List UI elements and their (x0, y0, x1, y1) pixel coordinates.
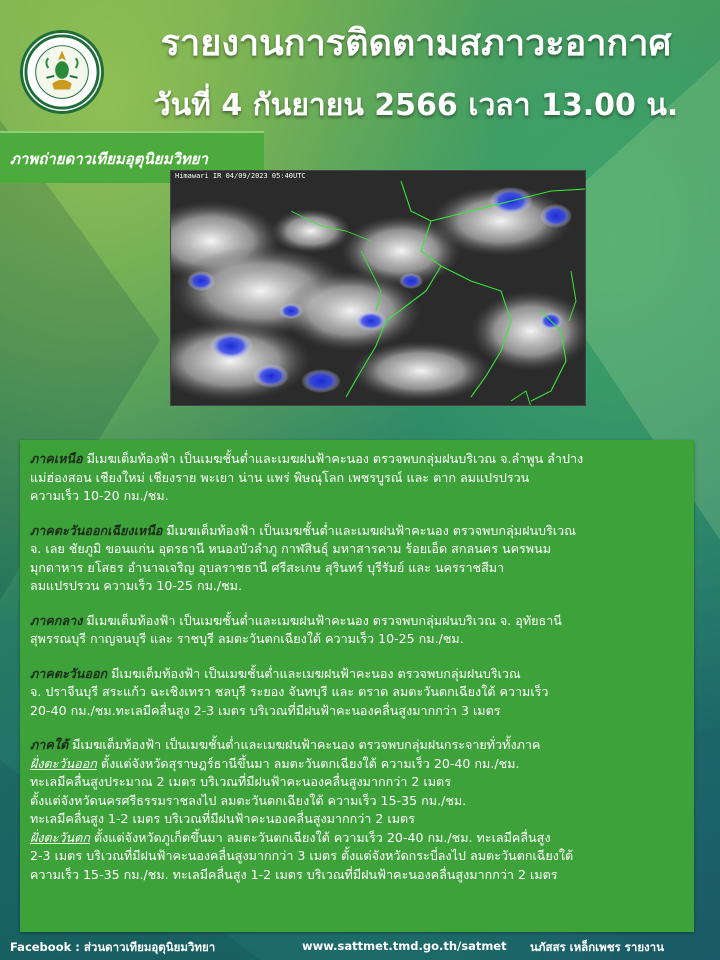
region-text: มีเมฆเต็มท้องฟ้า เป็นเมฆชั้นต่ำและเมฆฝนฟ้าคะนอง ตรวจพบกลุ่มฝนกระจายทั่วทั้งภาค (68, 737, 541, 752)
region-label: ภาคตะวันออก (30, 665, 108, 681)
west-coast-text: ตั้งแต่จังหวัดภูเก็ตขึ้นมา ลมตะวันตกเฉียงใต้ ความเร็ว 20-40 กม./ชม. ทะเลมีคลื่นสูง 2-3 เมตร บริเวณที่มีฝนฟ้าคะนองคลื่นสูงมากกว่า 3 เมตร ตั้งแต่จังหวัดกระบี่ลงไป ลมตะวันตกเฉียงใต้ ความเร็ว 15-35 กม./ชม. ทะเลมีคลื่นสูง 1-2 เมตร บริเวณที่มีฝนฟ้าคะนองคลื่นสูงมากกว่า 2 เมตร (30, 829, 574, 882)
footer (0, 934, 720, 960)
forecast-central (30, 612, 684, 649)
forecast-northeast (30, 522, 684, 596)
region-text: มีเมฆเต็มท้องฟ้า เป็นเมฆชั้นต่ำและเมฆฝนฟ้าคะนอง ตรวจพบกลุ่มฝนบริเวณ จ. อุทัยธานี สุพรรณบุรี กาญจนบุรี และ ราชบุรี ลมตะวันตกเฉียงใต้ ความเร็ว 10-25 กม./ชม. (30, 612, 562, 646)
region-label: ภาคใต้ (30, 737, 69, 752)
west-coast-label: ฝั่งตะวันตก (30, 829, 90, 845)
forecast-east (30, 665, 684, 721)
report-date: วันที่ 4 กันยายน 2566 เวลา 13.00 น. (153, 88, 679, 123)
region-label: ภาคเหนือ (30, 451, 83, 466)
page-title: รายงานการติดตามสภาวะอากาศ (160, 23, 672, 64)
region-text: มีเมฆเต็มท้องฟ้า เป็นเมฆชั้นต่ำและเมฆฝนฟ้าคะนอง ตรวจพบกลุ่มฝนบริเวณ จ.ลำพูน ลำปาง แม่ฮ่องสอน เชียงใหม่ เชียงราย พะเยา น่าน แพร่ พิษณุโลก เพชรบูรณ์ และ ตาก ลมแปรปรวน ความเร็ว 10-20 กม./ชม. (30, 451, 584, 503)
region-label: ภาคกลาง (30, 612, 83, 628)
region-label: ภาคตะวันออกเฉียงเหนือ (30, 522, 163, 538)
forecast-north (30, 450, 684, 506)
east-coast-text: ตั้งแต่จังหวัดสุราษฎร์ธานีขึ้นมา ลมตะวันตกเฉียงใต้ ความเร็ว 20-40 กม./ชม. ทะเลมีคลื่นสูงประมาณ 2 เมตร บริเวณที่มีฝนฟ้าคะนองคลื่นสูงมากกว่า 2 เมตร ตั้งแต่จังหวัดนครศรีธรรมราชลงไป ลมตะวันตกเฉียงใต้ ความเร็ว 15-35 กม./ชม. ทะเลมีคลื่นสูง 1-2 เมตร บริเวณที่มีฝนฟ้าคะนองคลื่นสูงมากกว่า 2 เมตร (30, 755, 520, 826)
forecast-panel (20, 440, 694, 932)
facebook-link[interactable]: Facebook : ส่วนดาวเทียมอุตุนิยมวิทยา (10, 940, 216, 954)
reporter-credit: นภัสสร เหล็กเพชร รายงาน (530, 940, 664, 954)
satellite-map (171, 171, 586, 406)
region-text: มีเมฆเต็มท้องฟ้า เป็นเมฆชั้นต่ำและเมฆฝนฟ้าคะนอง ตรวจพบกลุ่มฝนบริเวณ จ. เลย ชัยภูมิ ขอนแก่น อุดรธานี หนองบัวลำภู กาฬสินธุ์ มหาสารคาม ร้อยเอ็ด สกลนคร นครพนม มุกดาหาร ยโสธร อำนาจเจริญ อุบลราชธานี ศรีสะเกษ สุรินทร์ บุรีรัมย์ และ นครราชสีมา ลมแปรปรวน ความเร็ว 10-25 กม./ชม. (30, 522, 576, 593)
tmd-logo (20, 30, 104, 114)
satellite-image (170, 170, 586, 406)
east-coast-label: ฝั่งตะวันออก (30, 755, 97, 771)
website-link[interactable]: www.sattmet.tmd.go.th/satmet (302, 939, 507, 953)
forecast-south (30, 736, 684, 884)
satellite-caption: Himawari IR 04/09/2023 05:40UTC (175, 172, 306, 180)
tmd-emblem-icon (23, 33, 101, 111)
section-label: ภาพถ่ายดาวเทียมอุตุนิยมวิทยา (10, 150, 208, 168)
region-text: มีเมฆเต็มท้องฟ้า เป็นเมฆชั้นต่ำและเมฆฝนฟ้าคะนอง ตรวจพบกลุ่มฝนบริเวณ จ. ปราจีนบุรี สระแก้ว ฉะเชิงเทรา ชลบุรี ระยอง จันทบุรี และ ตราด ลมตะวันตกเฉียงใต้ ความเร็ว 20-40 กม./ชม.ทะเลมีคลื่นสูง 2-3 เมตร บริเวณที่มีฝนฟ้าคะนองคลื่นสูงมากกว่า 3 เมตร (30, 665, 549, 718)
